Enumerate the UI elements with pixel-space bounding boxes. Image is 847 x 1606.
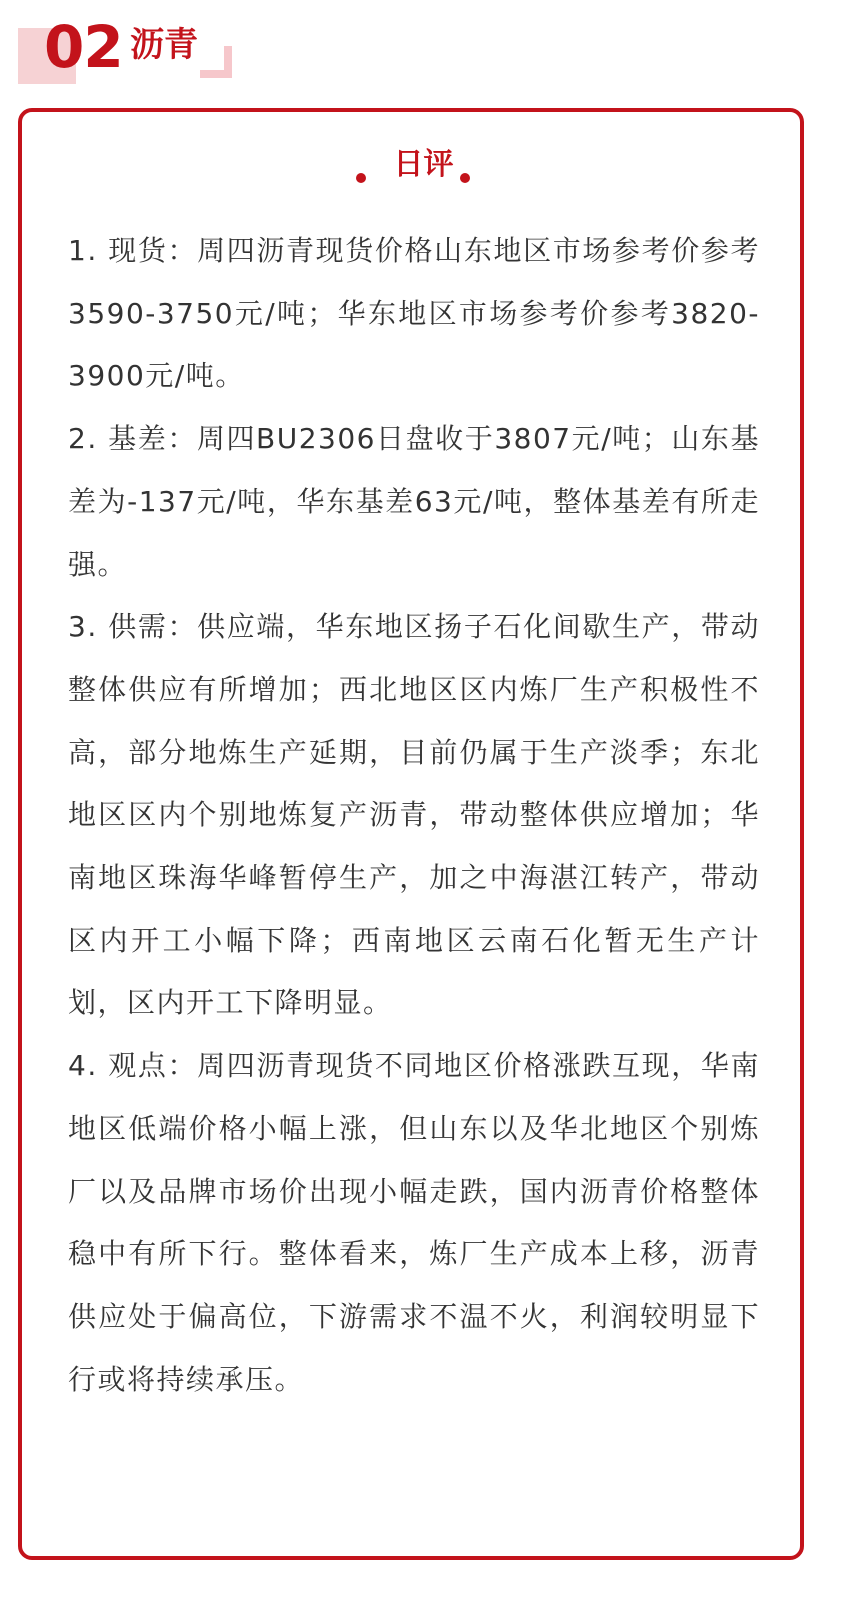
paragraph-supply-demand: 3. 供需：供应端，华东地区扬子石化间歇生产，带动整体供应有所增加；西北地区区内炼厂生产积极性不高，部分地炼生产延期，目前仍属于生产淡季；东北地区区内个别地炼复产沥青，带动整体供应增加；华南地区珠海华峰暂停生产，加之中海湛江转产，带动区内开工小幅下降；西南地区云南石化暂无生产计划，区内开工下降明显。: [68, 610, 760, 1020]
corner-bracket-decoration: [200, 46, 232, 78]
section-title: 沥青: [130, 25, 198, 65]
section-number: 02: [44, 13, 123, 81]
bottom-spacer: [0, 1572, 847, 1606]
right-dot-decoration: [460, 173, 470, 183]
paragraph-basis: 2. 基差：周四BU2306日盘收于3807元/吨；山东基差为-137元/吨，华东基差63元/吨，整体基差有所走强。: [68, 422, 760, 581]
review-content: [68, 220, 760, 1411]
paragraph-viewpoint: 4. 观点：周四沥青现货不同地区价格涨跌互现，华南地区低端价格小幅上涨，但山东以及华北地区个别炼厂以及品牌市场价出现小幅走跌，国内沥青价格整体稳中有所下行。整体看来，炼厂生产成本上移，沥青供应处于偏高位，下游需求不温不火，利润较明显下行或将持续承压。: [68, 1049, 760, 1396]
paragraph-spot: 1. 现货：周四沥青现货价格山东地区市场参考价参考3590-3750元/吨；华东地区市场参考价参考3820-3900元/吨。: [68, 234, 760, 393]
section-header: [0, 0, 847, 100]
card-title: 日评: [393, 147, 454, 182]
